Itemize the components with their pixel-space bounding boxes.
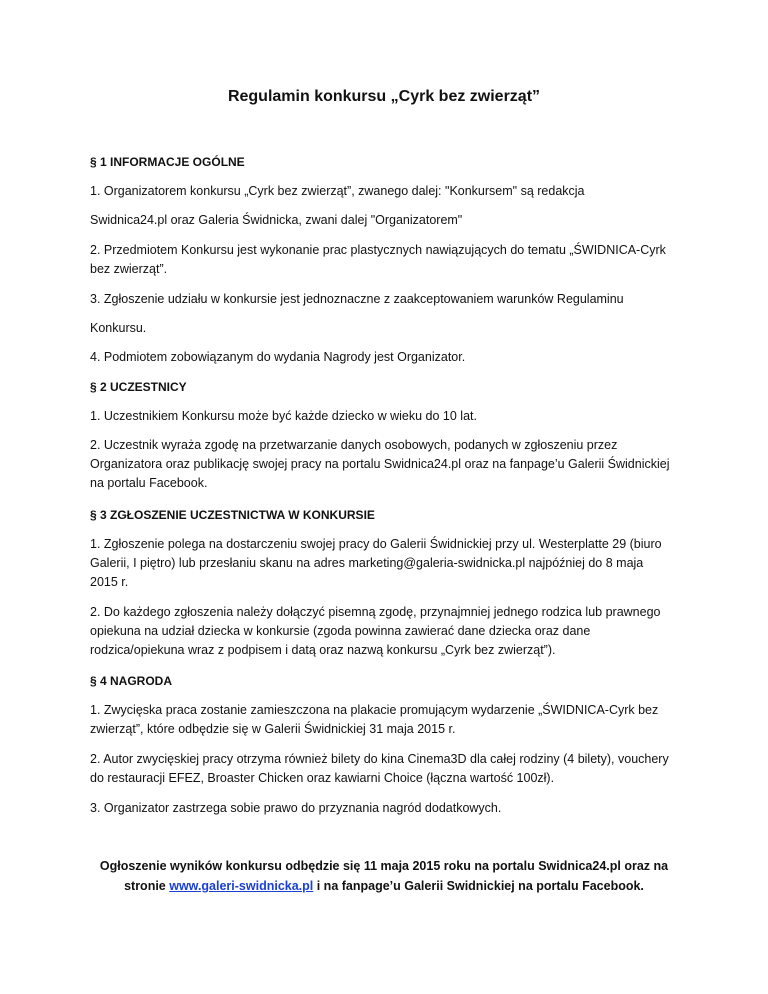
footer-line-1: Ogłoszenie wyników konkursu odbędzie się 11 maja 2015 roku na portalu Swidnica24.pl oraz na <box>99 859 669 873</box>
s1-paragraph-3b: Konkursu. <box>90 321 147 335</box>
s2-paragraph-1: 1. Uczestnikiem Konkursu może być każde dziecko w wieku do 10 lat. <box>90 409 477 423</box>
s1-paragraph-3a: 3. Zgłoszenie udziału w konkursie jest jednoznaczne z zaakceptowaniem warunków Regulaminu <box>90 292 624 306</box>
s4-paragraph-3: 3. Organizator zastrzega sobie prawo do przyznania nagród dodatkowych. <box>90 801 502 815</box>
footer-line-2 <box>60 876 708 896</box>
section-3-heading: § 3 ZGŁOSZENIE UCZESTNICTWA W KONKURSIE <box>90 508 375 522</box>
s1-paragraph-1a: 1. Organizatorem konkursu „Cyrk bez zwierząt”, zwanego dalej: "Konkursem" są redakcja <box>90 184 585 198</box>
s3-paragraph-1: 1. Zgłoszenie polega na dostarczeniu swojej pracy do Galerii Świdnickiej przy ul. Westerplatte 29 (biuro Galerii, I piętro) lub przesłaniu skanu na adres marketing@galeria-swidnicka.pl najpóźniej do 8 maja 2015 r. <box>90 537 662 589</box>
section-1-heading: § 1 INFORMACJE OGÓLNE <box>90 155 245 169</box>
footer-suffix: i na fanpage’u Galerii Swidnickiej na portalu Facebook. <box>313 879 644 893</box>
section-4-heading: § 4 NAGRODA <box>90 674 173 688</box>
s1-paragraph-4: 4. Podmiotem zobowiązanym do wydania Nagrody jest Organizator. <box>90 350 466 364</box>
s2-paragraph-2: 2. Uczestnik wyraża zgodę na przetwarzanie danych osobowych, podanych w zgłoszeniu przez Organizatora oraz publikację swojej pracy na portalu Swidnica24.pl oraz na fanpage’u Galerii Świdnickiej na portalu Facebook. <box>90 438 670 490</box>
footer-prefix: stronie <box>124 879 170 893</box>
s3-paragraph-2: 2. Do każdego zgłoszenia należy dołączyć pisemną zgodę, przynajmniej jednego rodzica lub prawnego opiekuna na udział dziecka w konkursie (zgoda powinna zawierać dane dziecka oraz dane rodzica/opiekuna wraz z podpisem i datą oraz nazwą konkursu „Cyrk bez zwierząt”). <box>90 605 661 657</box>
document-title: Regulamin konkursu „Cyrk bez zwierząt” <box>227 88 541 105</box>
s4-paragraph-2: 2. Autor zwycięskiej pracy otrzyma również bilety do kina Cinema3D dla całej rodziny (4 bilety), vouchery do restauracji EFEZ, Broaster Chicken oraz kawiarni Choice (łączna wartość 100zł). <box>90 752 669 785</box>
galeria-website-link[interactable]: www.galeri-swidnicka.pl <box>169 879 314 893</box>
results-announcement <box>60 856 708 896</box>
s1-paragraph-1b: Swidnica24.pl oraz Galeria Świdnicka, zwani dalej "Organizatorem" <box>90 213 463 227</box>
s4-paragraph-1: 1. Zwycięska praca zostanie zamieszczona na plakacie promującym wydarzenie „ŚWIDNICA-Cyrk bez zwierząt”, które odbędzie się w Galerii Świdnickiej 31 maja 2015 r. <box>90 703 659 736</box>
s1-paragraph-2: 2. Przedmiotem Konkursu jest wykonanie prac plastycznych nawiązujących do tematu „ŚWIDNICA-Cyrk bez zwierząt”. <box>90 243 666 276</box>
section-2-heading: § 2 UCZESTNICY <box>90 380 187 394</box>
